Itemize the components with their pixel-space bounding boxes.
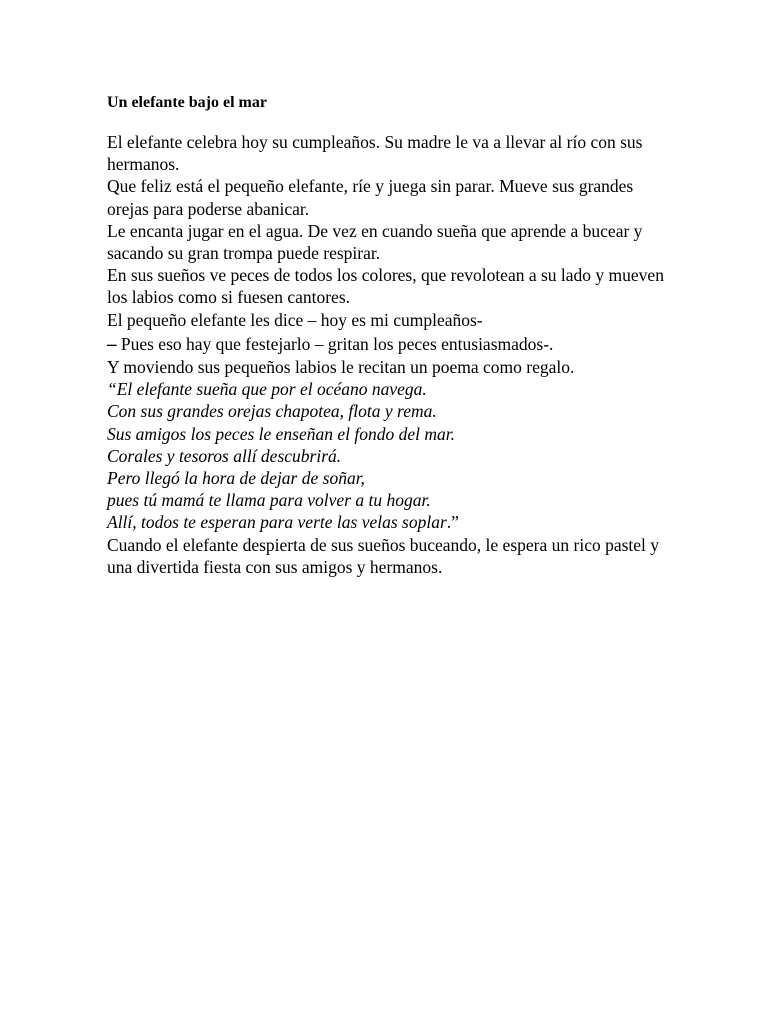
poem-line: Corales y tesoros allí descubrirá. bbox=[107, 445, 342, 466]
dialog-text: Pues eso hay que festejarlo – gritan los peces entusiasmados-. bbox=[116, 333, 554, 354]
poem-line: Pero llegó la hora de dejar de soñar, bbox=[107, 468, 365, 489]
paragraph: El elefante celebra hoy su cumpleaños. Su madre le va a llevar al río con sus hermanos. bbox=[107, 132, 643, 175]
poem-intro: Y moviendo sus pequeños labios le recitan un poema como regalo. bbox=[107, 357, 575, 378]
dialog-dash: – bbox=[107, 333, 117, 355]
dialog-line bbox=[107, 333, 667, 356]
poem-last-text: Allí, todos te esperan para verte las velas soplar bbox=[107, 512, 447, 533]
poem-close-quote: .” bbox=[446, 512, 459, 533]
document-title: Un elefante bajo el mar bbox=[107, 94, 267, 111]
paragraph: Le encanta jugar en el agua. De vez en cuando sueña que aprende a bucear y sacando su gran trompa puede respirar. bbox=[107, 220, 643, 264]
poem-last-line bbox=[107, 511, 667, 533]
poem-line: Con sus grandes orejas chapotea, flota y rema. bbox=[107, 401, 437, 422]
poem-line: pues tú mamá te llama para volver a tu hogar. bbox=[107, 490, 431, 511]
poem-line: Sus amigos los peces le enseñan el fondo del mar. bbox=[107, 423, 456, 444]
document-page bbox=[107, 92, 667, 578]
paragraph: Que feliz está el pequeño elefante, ríe y juega sin parar. Mueve sus grandes orejas para poderse abanicar. bbox=[107, 176, 634, 219]
closing-paragraph: Cuando el elefante despierta de sus sueños buceando, le espera un rico pastel y una divertida fiesta con sus amigos y hermanos. bbox=[107, 534, 660, 577]
paragraph: En sus sueños ve peces de todos los colores, que revolotean a su lado y mueven los labios como si fuesen cantores. bbox=[107, 265, 664, 308]
paragraph: El pequeño elefante les dice – hoy es mi cumpleaños- bbox=[107, 309, 483, 330]
poem-line: “El elefante sueña que por el océano navega. bbox=[107, 379, 427, 400]
